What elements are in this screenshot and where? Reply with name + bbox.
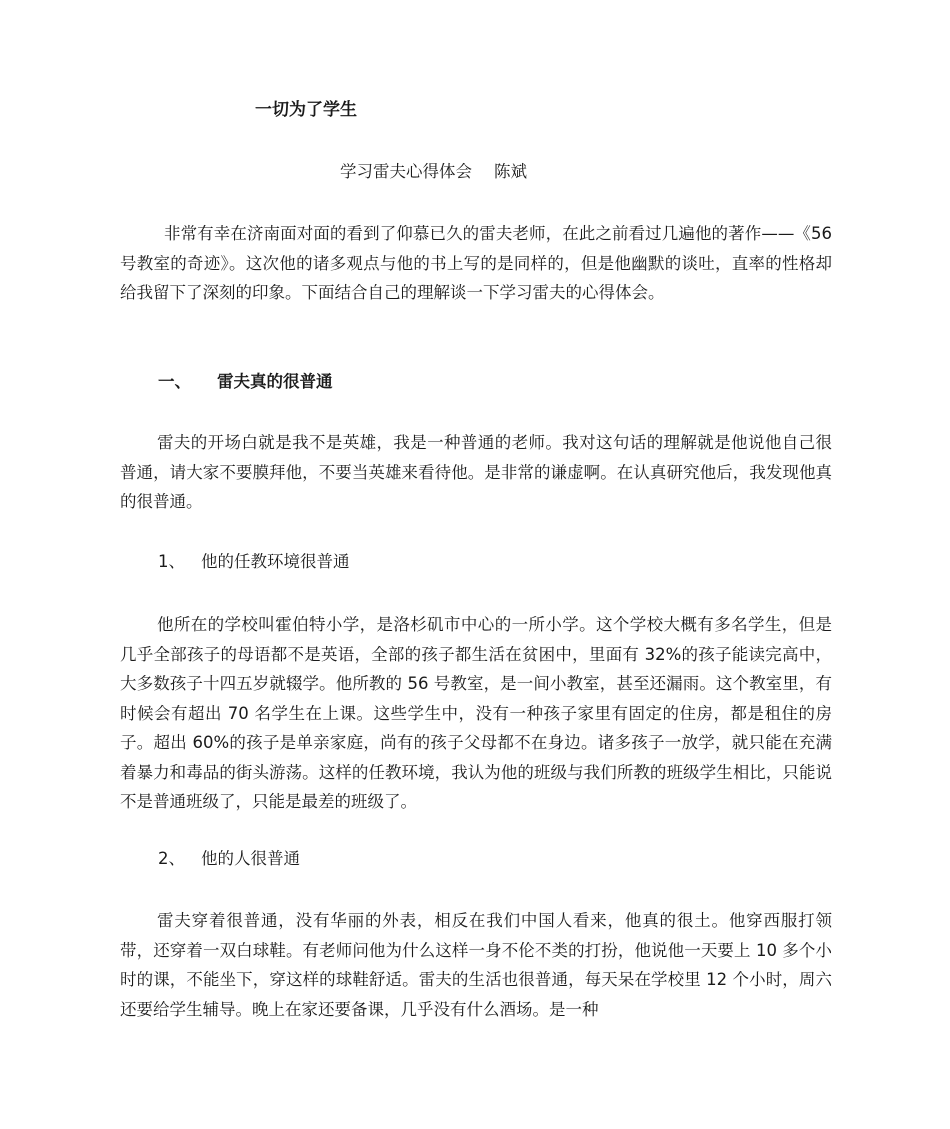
subsection-1-heading (158, 549, 350, 575)
subsection-2-paragraph: 雷夫穿着很普通，没有华丽的外表，相反在我们中国人看来，他真的很土。他穿西服打领带，还穿着一双白球鞋。有老师问他为什么这样一身不伦不类的打扮，他说他一天要上 10 多个小时的课，不能坐下，穿这样的球鞋舒适。雷夫的生活也很普通，每天呆在学校里 12 个小时，周六还要给学生辅导。晚上在家还要备课，几乎没有什么酒场。是一种 (120, 911, 832, 1019)
section-1-number: 一、 (158, 372, 191, 391)
document-title: 一切为了学生 (255, 100, 357, 120)
subsection-2-heading (158, 846, 300, 872)
subsection-1-paragraph: 他所在的学校叫霍伯特小学，是洛杉矶市中心的一所小学。这个学校大概有多名学生，但是几乎全部孩子的母语都不是英语，全部的孩子都生活在贫困中，里面有 32%的孩子能读完高中，大多数孩子十四五岁就辍学。他所教的 56 号教室，是一间小教室，甚至还漏雨。这个教室里，有时候会有超出 70 名学生在上课。这些学生中，没有一种孩子家里有固定的住房，都是租住的房子。超出 60%的孩子是单亲家庭，尚有的孩子父母都不在身边。诸多孩子一放学，就只能在充满着暴力和毒品的街头游荡。这样的任教环境，我认为他的班级与我们所教的班级学生相比，只能说不是普通班级了，只能是最差的班级了。 (120, 615, 832, 811)
document-subtitle (340, 159, 527, 185)
subsection-2-number: 2、 (158, 849, 185, 868)
section-1-title: 雷夫真的很普通 (217, 372, 333, 391)
subtitle-text: 学习雷夫心得体会 (340, 162, 472, 181)
subsection-1-number: 1、 (158, 552, 185, 571)
section-1-heading (158, 369, 333, 395)
subsection-2-title: 他的人很普通 (201, 849, 300, 868)
intro-paragraph: 非常有幸在济南面对面的看到了仰慕已久的雷夫老师，在此之前看过几遍他的著作——《56号教室的奇迹》。这次他的诸多观点与他的书上写的是同样的，但是他幽默的谈吐，直率的性格却给我留下了深刻的印象。下面结合自己的理解谈一下学习雷夫的心得体会。 (120, 224, 832, 302)
section-1-paragraph: 雷夫的开场白就是我不是英雄，我是一种普通的老师。我对这句话的理解就是他说他自己很普通，请大家不要膜拜他，不要当英雄来看待他。是非常的谦虚啊。在认真研究他后，我发现他真的很普通。 (120, 433, 832, 511)
subtitle-author: 陈斌 (494, 162, 527, 181)
subsection-1-title: 他的任教环境很普通 (201, 552, 350, 571)
